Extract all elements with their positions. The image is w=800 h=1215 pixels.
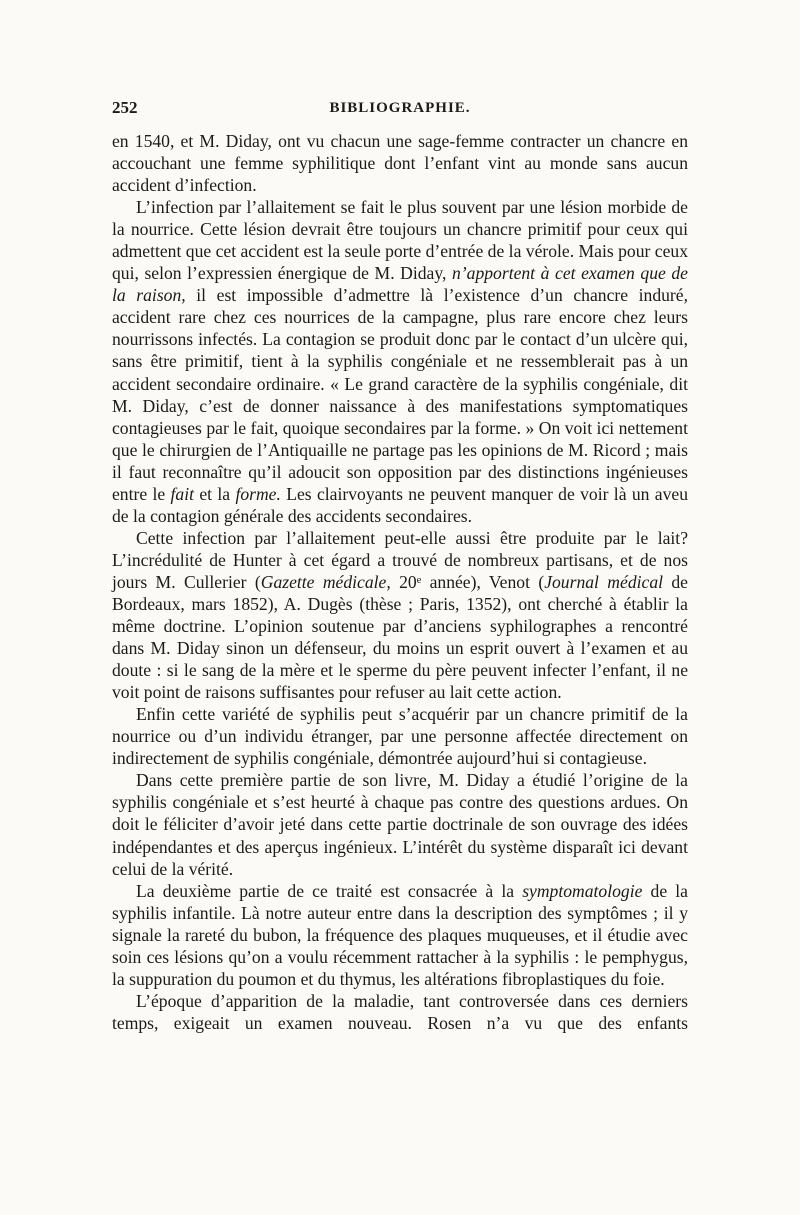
body-text [112, 130, 688, 1034]
paragraph-text: en 1540, et M. Diday, ont vu chacun une sage-femme contracter un chancre en accouchant une femme syphilitique dont l’enfant vint au monde sans aucun accident d’infection. [112, 131, 688, 196]
paragraph-text: Cette infection par l’allaitement peut-elle aussi être produite par le lait? L’incrédulité de Hunter à cet égard a trouvé de nombreux partisans, et de nos jours M. Cullerier ( [112, 527, 688, 592]
italic-quote: n’apportent à cet examen que de la raison, [112, 263, 688, 306]
paragraph-text: il est impossible d’admettre là l’existence d’un chancre induré, accident rare chez ces nourrices de la campagne, plus rare encore chez leurs nourrissons infectés. La contagion se produit donc par le contact d’un ulcère qui, sans être primitif, tient à la syphilis congéniale et ne ressemblerait pas à un accident secondaire ordinaire. « Le grand caractère de la syphilis congéniale, dit M. Diday, c’est de donner naissance à des manifestations symptomatiques contagieuses par le fait, quoique secondaires par la forme. » On voit ici nettement que le chirurgien de l’Antiquaille ne partage pas les opinions de M. Ricord ; mais il faut reconnaître qu’il adoucit son opposition par des distinctions ingénieuses entre le [112, 285, 688, 504]
paragraph-text: de Bordeaux, mars 1852), A. Dugès (thèse ; Paris, 1352), ont cherché à établir la même doctrine. L’opinion soutenue par d’anciens syphilographes a rencontré dans M. Diday sinon un défenseur, du moins un esprit ouvert à l’examen et au doute : si le sang de la mère et le sperme du père peuvent infecter l’enfant, il ne voit point de raisons suffisantes pour refuser au lait cette action. [112, 571, 688, 703]
book-page [112, 96, 688, 1034]
paragraph [112, 880, 688, 990]
paragraph [112, 769, 688, 879]
italic-term: fait [170, 483, 195, 504]
paragraph-text: et la [194, 483, 236, 504]
page-header [112, 96, 688, 130]
paragraph [112, 196, 688, 527]
paragraph [112, 527, 688, 703]
paragraph [112, 703, 688, 769]
paragraph [112, 130, 688, 196]
paragraph [112, 990, 688, 1034]
paragraph-text: L’infection par l’allaitement se fait le plus souvent par une lésion morbide de la nourrice. Cette lésion devrait être toujours un chancre primitif pour ceux qui admettent que cet accident est la seule porte d’entrée de la vérole. Mais pour ceux qui, selon l’expressien énergique de M. Diday, [112, 197, 688, 284]
italic-term: forme. [235, 483, 281, 504]
running-title: BIBLIOGRAPHIE. [329, 100, 471, 116]
italic-journal-title: Journal médical [544, 571, 663, 592]
page-number: 252 [112, 98, 138, 117]
paragraph-text: La deuxième partie de ce traité est consacrée à la [136, 880, 523, 901]
italic-term: symptomatologie [522, 880, 643, 901]
paragraph-text: L’époque d’apparition de la maladie, tant controversée dans ces derniers temps, exigeait un examen nouveau. Rosen n’a vu que des enfants [112, 990, 688, 1033]
paragraph-text: de la syphilis infantile. Là notre auteur entre dans la description des symptômes ; il y signale la rareté du bubon, la fréquence des plaques muqueuses, et il étudie avec soin ces lésions qu’on a voulu récemment rattacher à la syphilis : le pemphygus, la suppuration du poumon et du thymus, les altérations fibroplastiques du foie. [112, 880, 688, 989]
paragraph-text: Les clairvoyants ne peuvent manquer de voir là un aveu de la contagion générale des accidents secondaires. [112, 483, 688, 526]
paragraph-text: Dans cette première partie de son livre, M. Diday a étudié l’origine de la syphilis congéniale et s’est heurté à chaque pas contre des questions ardues. On doit le féliciter d’avoir jeté dans cette partie doctrinale de son ouvrage des idées indépendantes et des aperçus ingénieux. L’intérêt du système disparaît ici devant celui de la vérité. [112, 770, 688, 879]
paragraph-text: 20ᵉ année), Venot ( [390, 571, 545, 592]
italic-journal-title: Gazette médicale, [260, 571, 391, 592]
paragraph-text: Enfin cette variété de syphilis peut s’acquérir par un chancre primitif de la nourrice ou d’un individu étranger, par une personne affectée directement on indirectement de syphilis congéniale, démontrée aujourd’hui si contagieuse. [112, 704, 688, 769]
